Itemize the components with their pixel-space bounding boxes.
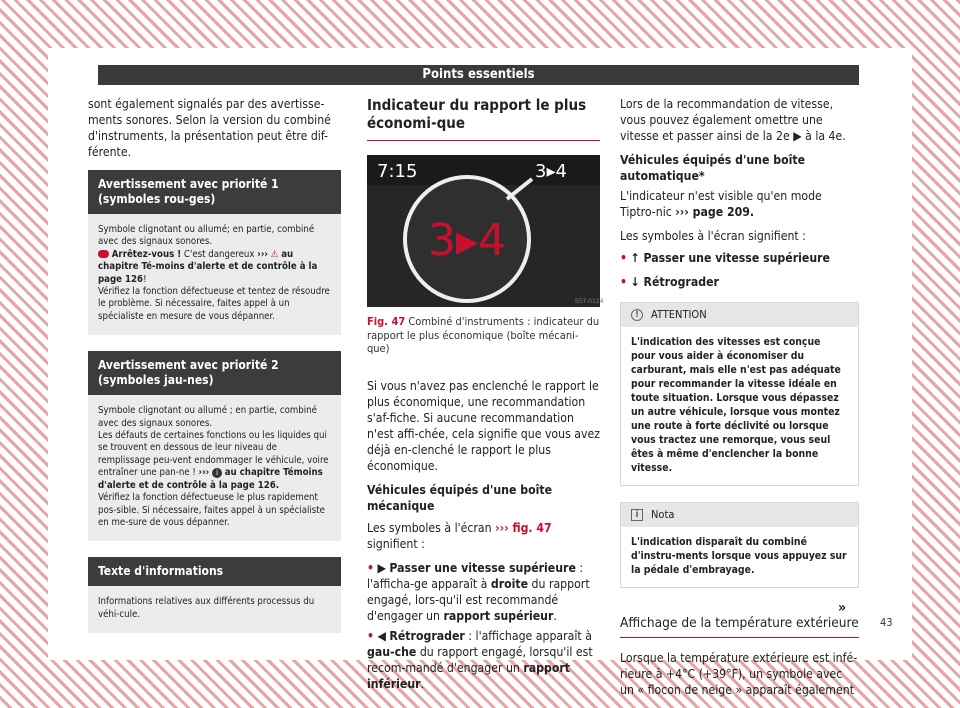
priority1-title: Avertissement avec priorité 1 (symboles rou-ges) [88,170,341,214]
info-circle-icon: i [212,468,222,478]
info-icon: i [631,509,643,521]
bullet-dot: • [367,560,375,575]
symbols-intro: Les symboles à l'écran ››› fig. 47 signifient : [367,520,552,551]
section-header: Points essentiels [98,65,859,85]
right-arrow-icon: ▶ [377,560,386,575]
column-left [88,96,341,633]
bullet-up: • ↑ Passer une vitesse supérieure [620,251,830,265]
page-number: 43 [880,616,893,629]
gear-indicator-heading: Indicateur du rapport le plus économi-que [367,96,600,141]
bullet-down: • ↓ Rétrograder [620,275,719,289]
recommendation-paragraph: Si vous n'avez pas enclenché le rapport le plus économique, une recommandation s'af-fiche. Si aucune recommandation n'est affi-chée, cela signifie que vous avez déjà en-clenché le rapport le plus économique. [367,378,600,473]
temperature-heading: Affichage de la température extérieure [620,614,859,638]
auto-subheading: Véhicules équipés d'une boîte automatique* [620,153,806,183]
manual-subheading: Véhicules équipés d'une boîte mécanique [367,482,553,513]
small-gear-text: 3▸4 [535,161,567,182]
warning-triangle-icon: ⚠ [270,248,279,260]
left-arrow-icon: ◀ [377,628,386,643]
skip-gear-paragraph: Lors de la recommandation de vitesse, vous pouvez également omettre une vitesse et passer ainsi de la 2e ▶ à la 4e. [620,97,846,143]
priority2-body: Symbole clignotant ou allumé ; en partie, combiné avec des signaux sonores. Les défauts de certaines fonctions ou les liquides qui se trouvent en dessous de leur niveau de remplissage peu-vent endommager le véhicule, voire entraîner une pan-ne ! ››› i au chapitre Témoins d'alerte et de contrôle à la page 126. Vérifiez la fonction défectueuse le plus rapidement pos-sible. Si nécessaire, faites appel à un spécialiste en me-sure de vous dépanner. [88,395,341,541]
fig-link[interactable]: ››› fig. 47 [495,520,552,535]
figure-caption: Fig. 47 Combiné d'instruments : indicateur du rapport le plus économique (boîte mécani-que) [367,315,600,355]
priority2-title: Avertissement avec priorité 2 (symboles jau-nes) [88,351,341,395]
priority1-box [88,170,341,335]
attention-header: ! ATTENTION [621,303,858,327]
note-header: i Nota [621,503,858,527]
bullet-downshift: • ◀ Rétrograder : l'affichage apparaît à gau-che du rapport engagé, lorsqu'il est recom-mandé d'engager un rapport inférieur. [367,628,593,691]
attention-body: L'indication des vitesses est conçue pour vous aider à économiser du carburant, mais elle n'est pas adéquate pour recommander la vitesse idéale en toute situation. Lorsque vous dépassez un autre véhicule, lorsque vous montez une route à forte déclivité ou lorsque vous tractez une remorque, vous seul êtes à même d'enclencher la bonne vitesse. [631,336,841,474]
column-middle [367,96,604,696]
info-title: Texte d'informations [88,557,341,586]
priority2-box [88,351,341,541]
stop-icon [98,250,109,258]
attention-box [620,302,859,486]
continue-arrow-icon: » [838,600,847,616]
priority1-body: Symbole clignotant ou allumé; en partie, combiné avec des signaux sonores. Arrêtez-vous ! C'est dangereux ››› ⚠ au chapitre Té-moins d'alerte et de contrôle à la page 126! Vérifiez la fonction défectueuse et tentez de résoudre le problème. Si nécessaire, faites appel à un spécialiste en mesure de vous dépanner. [88,214,341,335]
ref-arrow[interactable]: ››› [257,248,268,260]
large-gear-text: 3▸4 [427,215,507,266]
instrument-cluster-figure [367,155,604,307]
bullet-upshift: • ▶ Passer une vitesse supérieure : l'afficha-ge apparaît à droite du rapport engagé, lors-qu'il est recommandé d'engager un rapport supérieur. [367,560,590,623]
note-box [620,502,859,588]
note-body: L'indication disparaît du combiné d'instru-ments lorsque vous appuyez sur la pédale d'embrayage. [631,536,847,576]
info-box [88,557,341,633]
info-body: Informations relatives aux différents processus du véhi-cule. [88,586,341,633]
intro-paragraph: sont également signalés par des avertisse-ments sonores. Selon la version du combiné d'instruments, la présentation peut être dif-férente. [88,97,331,159]
figure-code: B5T-0124 [575,298,604,305]
clock-text: 7:15 [377,161,418,182]
exclamation-icon: ! [631,309,643,321]
cluster-illustration [367,155,604,307]
column-right [620,96,859,706]
bullet-dot: • [367,628,375,643]
page-link[interactable]: ››› page 209. [675,205,755,219]
symbols-meaning: Les symboles à l'écran signifient : [620,229,806,243]
tiptronic-paragraph: L'indicateur n'est visible qu'en mode Tiptro-nic ››› page 209. [620,189,822,219]
temperature-paragraph: Lorsque la température extérieure est infé-rieure à +4°C (+39°F), un symbole avec un « flocon de neige » apparaît également [620,651,858,697]
